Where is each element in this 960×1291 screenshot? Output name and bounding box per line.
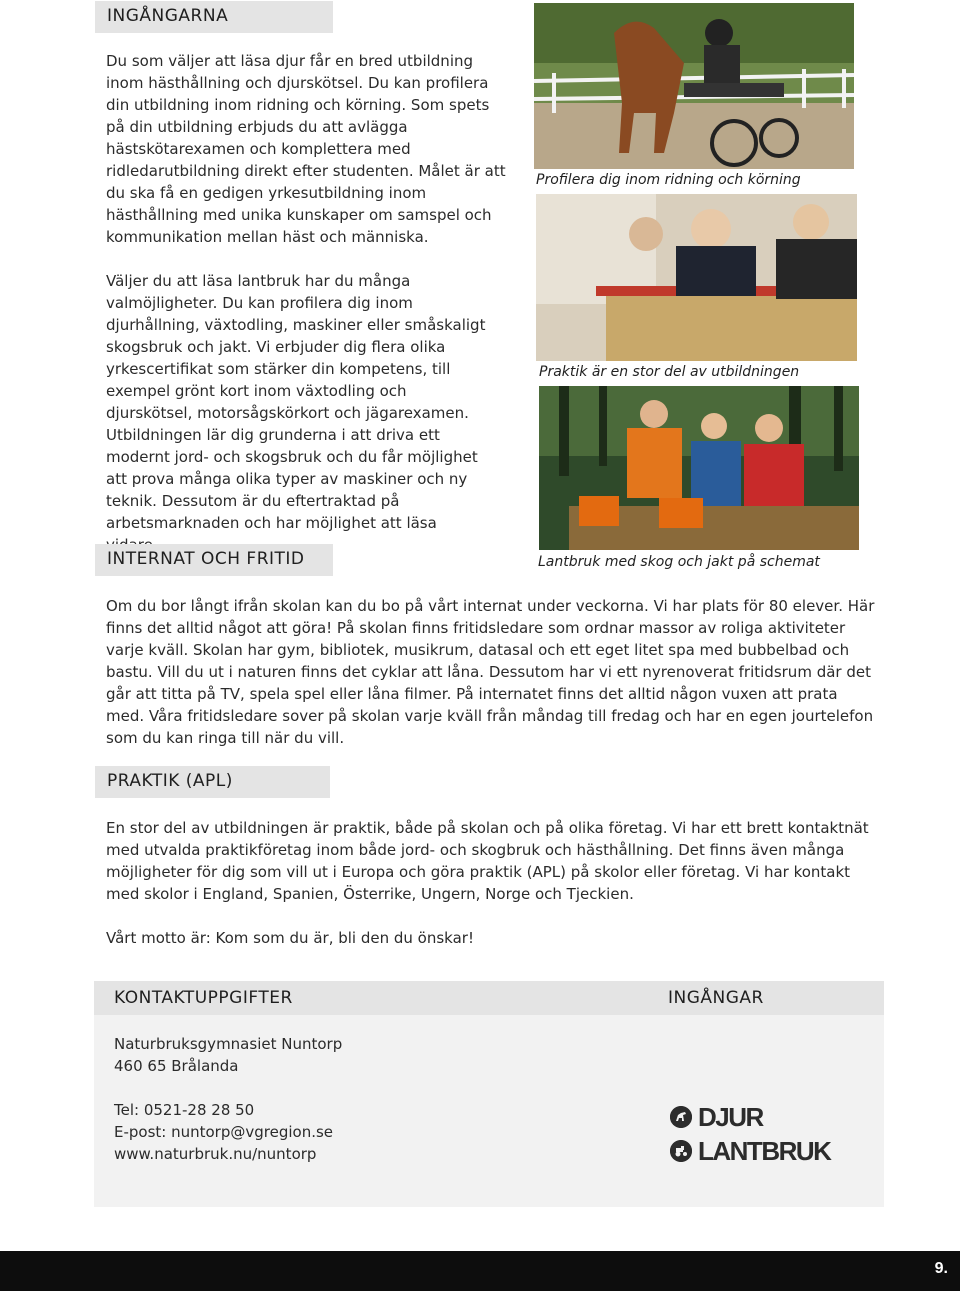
praktik-heading: PRAKTIK (APL) (95, 766, 330, 798)
ingangarna-heading: INGÅNGARNA (95, 1, 333, 33)
grain-caption: Praktik är en stor del av utbildningen (539, 364, 800, 380)
horse-caption: Profilera dig inom ridning och körning (536, 172, 801, 188)
email-address[interactable]: E-post: nuntorp@vgregion.se (114, 1123, 334, 1141)
ingangarna-paragraph-djur: Du som väljer att läsa djur får en bred utbildning inom hästhållning och djurskötsel. Du kan profilera din utbildning inom ridning och körning. Som spets på din utbildning erbjuds du att avlägga hästskötarexamen och komplettera med ridledarutbildning direkt efter studenten. Målet är att du ska få en gedigen yrkesutbildning inom hästhållning med unika kunskaper om samspel och kommunikation mellan häst och människa. (106, 52, 506, 246)
phone-number: Tel: 0521-28 28 50 (114, 1101, 255, 1119)
contact-details (114, 1033, 342, 1165)
horse-icon (670, 1106, 692, 1128)
internat-heading: INTERNAT OCH FRITID (95, 544, 333, 576)
contact-box-header (94, 981, 884, 1015)
school-name: Naturbruksgymnasiet Nuntorp (114, 1035, 343, 1053)
entry-djur-label: DJUR (698, 1101, 763, 1132)
entry-djur (670, 1102, 763, 1132)
motto-text: Vårt motto är: Kom som du är, bli den du önskar! (106, 929, 474, 947)
grain-inspection-photo (536, 194, 857, 361)
ingangarna-paragraph-lantbruk: Väljer du att läsa lantbruk har du många valmöjligheter. Du kan profilera dig inom djurhållning, växtodling, maskiner eller småskaligt skogsbruk och jakt. Vi erbjuder dig flera olika yrkescertifikat som stärker din kompetens, till exempel grönt kort inom växtodling och djurskötsel, motorsågskörkort och jägarexamen. Utbildningen lär dig grunderna i att driva ett modernt jord- och skogsbruk och du får möjlighet att prova många olika typer av maskiner och ny teknik. Dessutom är du eftertraktad på arbetsmarknaden och har möjlighet att läsa (106, 272, 486, 532)
horse-carriage-photo (534, 3, 854, 169)
forest-caption: Lantbruk med skog och jakt på schemat (538, 554, 820, 570)
ingangarna-text (106, 50, 506, 556)
entry-lantbruk (670, 1136, 830, 1166)
contact-heading: KONTAKTUPPGIFTER (114, 988, 293, 1008)
footer-bar (0, 1251, 960, 1291)
praktik-paragraph: En stor del av utbildningen är praktik, både på skolan och på olika företag. Vi har ett brett kontaktnät med utvalda praktikföretag inom både jord- och skogbruk och hästhållning. Det finns även många möjligheter för dig som vill ut i Europa och göra praktik (APL) på skolor eller företag. Vi har kontakt med skolor i England, Spanien, Österrike, Ungern, Norge och Tjeckien. (106, 819, 869, 903)
page-number: 9. (934, 1260, 948, 1277)
website-link[interactable]: www.naturbruk.nu/nuntorp (114, 1145, 317, 1163)
tractor-icon (670, 1140, 692, 1162)
entries-heading: INGÅNGAR (668, 988, 764, 1008)
entry-lantbruk-label: LANTBRUK (698, 1135, 831, 1166)
contact-box (94, 981, 884, 1207)
forest-team-photo (539, 386, 859, 550)
internat-paragraph: Om du bor långt ifrån skolan kan du bo på vårt internat under veckorna. Vi har plats för 80 elever. Här finns det alltid något att göra! På skolan finns fritidsledare som ordnar massor av roliga aktiviteter varje kväll. Skolan har gym, bibliotek, musikrum, datasal och ett eget litet spa med bubbelbad och bastu. Vill du ut i naturen finns det cyklar att låna. Dessutom har vi ett nyrenoverat fritidsrum där det går att titta på TV, spela spel eller låna filmer. På internatet finns det alltid någon vuxen att prata med. Våra fritidsledare sover på skolan varje kväll från måndag till fredag och har en egen jourtelefon som du kan ringa till när du vill. (106, 597, 875, 747)
school-address: 460 65 Brålanda (114, 1057, 239, 1075)
